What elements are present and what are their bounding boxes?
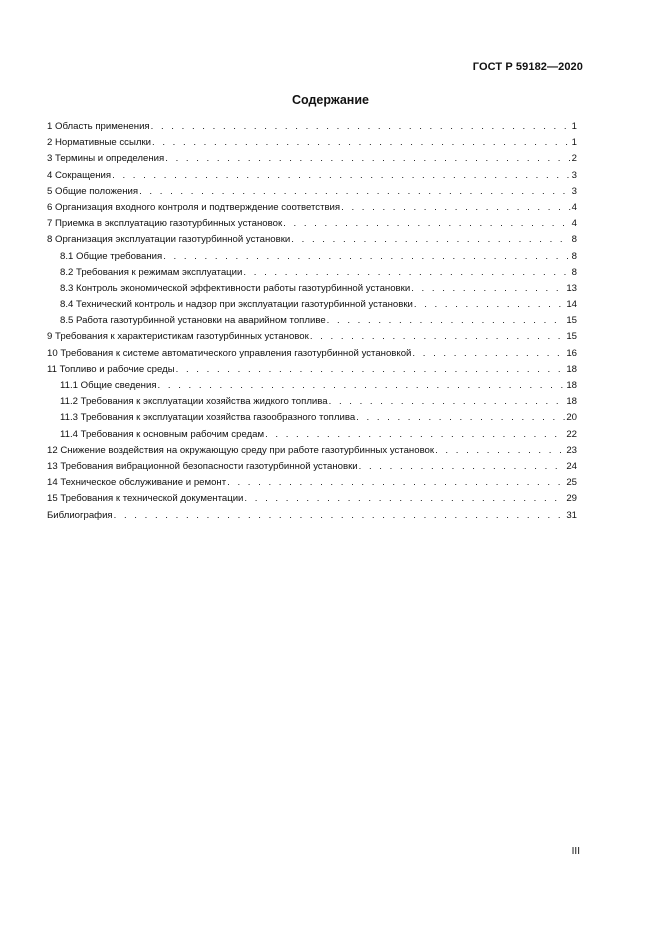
toc-entry[interactable] [47, 362, 577, 378]
toc-entry[interactable] [47, 346, 577, 362]
toc-entry-label: 3 Термины и определения [47, 153, 165, 165]
toc-entry[interactable] [47, 249, 577, 265]
toc-entry[interactable] [47, 265, 577, 281]
toc-leader-dots [163, 249, 570, 265]
toc-entry-page: 16 [566, 347, 577, 359]
toc-leader-dots [327, 313, 566, 329]
toc-entry-label: 11.1 Общие сведения [60, 380, 157, 391]
toc-leader-dots [412, 346, 565, 362]
toc-entry[interactable] [47, 168, 577, 184]
toc-entry-page: 25 [566, 477, 577, 489]
toc-leader-dots [329, 394, 566, 410]
toc-entry[interactable] [47, 475, 577, 491]
toc-leader-dots [151, 119, 571, 135]
toc-entry-page: 23 [566, 444, 577, 456]
toc-entry[interactable] [47, 184, 577, 200]
toc-leader-dots [414, 297, 565, 313]
toc-entry-page: 24 [566, 460, 577, 472]
toc-entry-label: 15 Требования к технической документации [47, 493, 244, 505]
toc-leader-dots [291, 232, 570, 248]
table-of-contents [47, 119, 577, 524]
toc-leader-dots [176, 362, 566, 378]
toc-entry-page: 20 [566, 412, 577, 424]
toc-entry[interactable] [47, 151, 577, 167]
toc-entry-label: 5 Общие положения [47, 185, 139, 197]
toc-leader-dots [265, 427, 565, 443]
toc-entry[interactable] [47, 427, 577, 443]
toc-entry[interactable] [47, 378, 577, 394]
toc-entry-page: 8 [571, 250, 577, 262]
toc-entry-label: 11.3 Требования к эксплуатации хозяйства газообразного топлива [60, 412, 356, 424]
toc-entry-label: 11.2 Требования к эксплуатации хозяйства жидкого топлива [60, 396, 328, 408]
toc-entry-label: 7 Приемка в эксплуатацию газотурбинных установок [47, 218, 283, 230]
toc-entry-label: 8.2 Требования к режимам эксплуатации [60, 266, 243, 278]
toc-entry-page: 13 [566, 282, 577, 294]
toc-entry-label: 8.5 Работа газотурбинной установки на аварийном топливе [60, 315, 326, 327]
toc-entry[interactable] [47, 232, 577, 248]
toc-entry-page: 18 [566, 396, 577, 408]
toc-leader-dots [283, 216, 570, 232]
toc-entry-label: 11.4 Требования к основным рабочим средам [60, 428, 265, 440]
toc-entry[interactable] [47, 216, 577, 232]
toc-entry[interactable] [47, 297, 577, 313]
toc-entry-page: 14 [566, 299, 577, 311]
toc-entry[interactable] [47, 459, 577, 475]
toc-entry-page: 3 [571, 185, 577, 197]
page-number: III [571, 846, 580, 857]
toc-entry-page: 18 [566, 363, 577, 375]
toc-entry-page: 8 [571, 266, 577, 278]
toc-leader-dots [112, 168, 571, 184]
toc-leader-dots [227, 475, 565, 491]
toc-entry[interactable] [47, 119, 577, 135]
toc-entry-page: 29 [566, 493, 577, 505]
toc-entry-label: 13 Требования вибрационной безопасности газотурбинной установки [47, 460, 358, 472]
toc-entry-label: 8 Организация эксплуатации газотурбинной установки [47, 234, 291, 246]
toc-entry-label: 6 Организация входного контроля и подтверждение соответствия [47, 201, 341, 213]
toc-entry-label: 9 Требования к характеристикам газотурбинных установок [47, 331, 309, 343]
toc-entry[interactable] [47, 394, 577, 410]
toc-leader-dots [359, 459, 566, 475]
toc-title: Содержание [291, 93, 369, 107]
toc-leader-dots [243, 265, 570, 281]
toc-entry-page: 3 [571, 169, 577, 181]
toc-leader-dots [158, 378, 566, 394]
toc-entry-label: 12 Снижение воздействия на окружающую среду при работе газотурбинных установок [47, 444, 435, 456]
toc-leader-dots [152, 135, 571, 151]
toc-entry[interactable] [47, 135, 577, 151]
toc-entry-label: 1 Область применения [47, 121, 150, 132]
toc-entry-page: 8 [571, 234, 577, 246]
toc-entry[interactable] [47, 410, 577, 426]
toc-entry-page: 18 [566, 380, 577, 391]
toc-entry[interactable] [47, 329, 577, 345]
toc-entry-label: 10 Требования к системе автоматического управления газотурбинной установкой [47, 347, 412, 359]
toc-entry-page: 1 [571, 121, 577, 132]
toc-entry-label: 8.4 Технический контроль и надзор при эксплуатации газотурбинной установки [60, 299, 413, 311]
toc-leader-dots [435, 443, 565, 459]
toc-leader-dots [341, 200, 571, 216]
toc-entry-page: 31 [566, 509, 577, 521]
toc-entry-page: 15 [566, 315, 577, 327]
toc-entry[interactable] [47, 281, 577, 297]
toc-entry-page: 4 [571, 218, 577, 230]
toc-entry-label: 8.1 Общие требования [60, 250, 163, 262]
toc-leader-dots [244, 491, 565, 507]
toc-leader-dots [411, 281, 565, 297]
toc-entry[interactable] [47, 313, 577, 329]
toc-entry-label: 4 Сокращения [47, 169, 112, 181]
toc-leader-dots [114, 508, 566, 524]
toc-leader-dots [356, 410, 565, 426]
toc-entry[interactable] [47, 508, 577, 524]
toc-entry-label: 8.3 Контроль экономической эффективности работы газотурбинной установки [60, 282, 411, 294]
toc-entry-label: 14 Техническое обслуживание и ремонт [47, 477, 227, 489]
toc-entry-page: 1 [571, 137, 577, 149]
toc-leader-dots [310, 329, 566, 345]
toc-entry-page: 2 [571, 153, 577, 165]
toc-entry-label: 11 Топливо и рабочие среды [47, 363, 175, 375]
toc-leader-dots [139, 184, 571, 200]
document-code: ГОСТ Р 59182—2020 [472, 61, 583, 73]
toc-entry[interactable] [47, 443, 577, 459]
toc-leader-dots [165, 151, 570, 167]
toc-entry-page: 15 [566, 331, 577, 343]
toc-entry-label: Библиография [47, 509, 113, 521]
toc-entry-page: 22 [566, 428, 577, 440]
toc-entry[interactable] [47, 491, 577, 507]
toc-entry-label: 2 Нормативные ссылки [47, 137, 152, 149]
toc-entry[interactable] [47, 200, 577, 216]
toc-entry-page: 4 [571, 201, 577, 213]
